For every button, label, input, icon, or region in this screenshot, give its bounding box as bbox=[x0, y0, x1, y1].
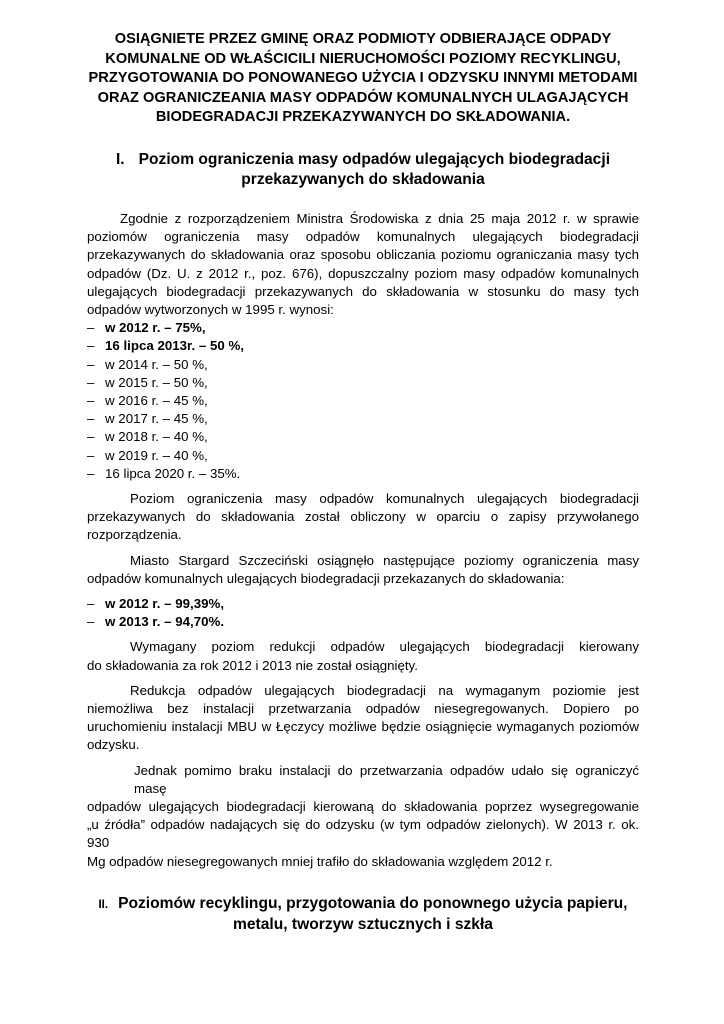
paragraph-line: odpadów ulegających biodegradacji kierowaną do składowania poprzez wysegregowanie bbox=[87, 799, 639, 815]
section-2-heading-line: metalu, tworzyw sztucznych i szkła bbox=[233, 915, 493, 933]
paragraph-line: do składowania za rok 2012 i 2013 nie został osiągnięty. bbox=[87, 657, 418, 673]
section-1-heading-line: przekazywanych do składowania bbox=[241, 170, 485, 188]
list-item-text: w 2012 r. – 99,39%, bbox=[105, 596, 225, 612]
list-item bbox=[87, 392, 639, 410]
allowed-levels-list bbox=[87, 319, 639, 483]
dash-bullet: – bbox=[87, 411, 95, 427]
paragraph-line: uruchomieniu instalacji MBU w Łęczycy możliwe będzie osiągnięcie wymaganych poziomów bbox=[87, 719, 639, 735]
list-item-text: 16 lipca 2020 r. – 35%. bbox=[105, 465, 241, 481]
dash-bullet: – bbox=[87, 447, 95, 463]
achieved-levels-list bbox=[87, 595, 639, 631]
section-1-heading-line bbox=[87, 150, 639, 170]
paragraph-line: Jednak pomimo braku instalacji do przetwarzania odpadów udało się ograniczyć masę bbox=[134, 762, 639, 796]
title-line: KOMUNALNE OD WŁAŚCICILI NIERUCHOMOŚCI POZIOMY RECYKLINGU, bbox=[105, 50, 621, 67]
dash-bullet: – bbox=[87, 393, 95, 408]
achieved-intro-paragraph bbox=[87, 552, 639, 588]
list-item bbox=[87, 465, 639, 483]
list-item-text: 16 lipca 2013r. – 50 %, bbox=[105, 338, 244, 354]
paragraph-line: odpadów (Dz. U. z 2012 r., poz. 676), dopuszczalny poziom masy odpadów komunalnych bbox=[87, 265, 639, 281]
paragraph-line: przekazywanych do składowania oraz sposobu obliczania poziomu ograniczania masy tych bbox=[87, 247, 639, 263]
segregation-paragraph bbox=[87, 762, 639, 871]
list-item-text: w 2019 r. – 40 %, bbox=[105, 447, 208, 463]
list-item-text: w 2015 r. – 50 %, bbox=[105, 374, 208, 390]
list-item bbox=[87, 595, 639, 613]
list-item-text: w 2018 r. – 40 %, bbox=[105, 429, 208, 445]
list-item bbox=[87, 428, 639, 446]
list-item-text: w 2012 r. – 75%, bbox=[105, 320, 206, 336]
dash-bullet: – bbox=[87, 320, 95, 336]
paragraph-line: przekazywanych do składowania został obliczony w oparciu o zapisy przywołanego bbox=[87, 509, 639, 525]
paragraph-line: odpadów komunalnych ulegających biodegradacji przekazanych do składowania: bbox=[87, 570, 565, 586]
list-item bbox=[87, 447, 639, 465]
dash-bullet: – bbox=[87, 338, 95, 354]
section-2-heading-text: Poziomów recyklingu, przygotowania do ponownego użycia papieru, bbox=[118, 894, 628, 912]
list-item bbox=[87, 410, 639, 428]
paragraph-line: Poziom ograniczenia masy odpadów komunalnych ulegających biodegradacji bbox=[130, 491, 639, 507]
list-item-text: w 2017 r. – 45 %, bbox=[105, 411, 208, 427]
paragraph-line: Redukcja odpadów ulegających biodegradacji na wymaganym poziomie jest bbox=[130, 682, 639, 698]
paragraph-line: odzysku. bbox=[87, 737, 140, 753]
list-item bbox=[87, 337, 639, 355]
list-item bbox=[87, 319, 639, 337]
dash-bullet: – bbox=[87, 356, 95, 372]
paragraph-line: „u źródła” odpadów nadających się do odzysku (w tym odpadów zielonych). W 2013 r. ok. 930 bbox=[87, 817, 639, 851]
dash-bullet: – bbox=[87, 465, 95, 481]
list-item-text: w 2014 r. – 50 %, bbox=[105, 356, 208, 372]
title-line: BIODEGRADACJI PRZEKAZYWANYCH DO SKŁADOWANIA. bbox=[155, 109, 571, 126]
intro-paragraph bbox=[87, 210, 639, 319]
section-2-heading-line bbox=[87, 894, 639, 915]
section-1-number: I. bbox=[115, 150, 125, 168]
section-1-heading bbox=[87, 150, 639, 190]
list-item bbox=[87, 374, 639, 392]
reduction-paragraph bbox=[87, 682, 639, 755]
paragraph-line: ulegających biodegradacji przekazywanych do składowania w stosunku do masy tych bbox=[87, 283, 639, 299]
paragraph-line: niemożliwa bez instalacji przetwarzania odpadów niesegregowanych. Dopiero po bbox=[87, 701, 639, 717]
section-1-heading-text: Poziom ograniczenia masy odpadów ulegających biodegradacji bbox=[138, 150, 611, 168]
paragraph-line: Wymagany poziom redukcji odpadów ulegających biodegradacji kierowany bbox=[130, 639, 639, 655]
section-2-number: II. bbox=[98, 898, 109, 911]
section-2-heading bbox=[87, 894, 639, 935]
dash-bullet: – bbox=[87, 429, 95, 445]
dash-bullet: – bbox=[87, 614, 95, 630]
dash-bullet: – bbox=[87, 596, 95, 612]
paragraph-line: Zgodnie z rozporządzeniem Ministra Środowiska z dnia 25 maja 2012 r. w sprawie bbox=[120, 210, 639, 226]
list-item bbox=[87, 356, 639, 374]
title-line: ORAZ OGRANICZEANIA MASY ODPADÓW KOMUNALNYCH ULAGAJĄCYCH bbox=[97, 89, 629, 106]
title-line: OSIĄGNIETE PRZEZ GMINĘ ORAZ PODMIOTY ODBIERAJĄCE ODPADY bbox=[114, 31, 612, 47]
paragraph-line: poziomów ograniczenia masy odpadów komunalnych ulegających biodegradacji bbox=[87, 229, 639, 245]
list-item-text: w 2016 r. – 45 %, bbox=[105, 393, 208, 408]
list-item-text: w 2013 r. – 94,70%. bbox=[105, 614, 225, 630]
paragraph-line: Miasto Stargard Szczeciński osiągnęło następujące poziomy ograniczenia masy bbox=[130, 552, 639, 568]
title-line: PRZYGOTOWANIA DO PONOWANEGO UŻYCIA I ODZYSKU INNYMI METODAMI bbox=[88, 70, 638, 87]
calculation-paragraph bbox=[87, 490, 639, 545]
dash-bullet: – bbox=[87, 374, 95, 390]
paragraph-line: odpadów wytworzonych w 1995 r. wynosi: bbox=[87, 301, 334, 317]
paragraph-line: Mg odpadów niesegregowanych mniej trafiło do składowania względem 2012 r. bbox=[87, 853, 553, 869]
document-page bbox=[87, 30, 639, 935]
document-title bbox=[87, 30, 639, 128]
list-item bbox=[87, 613, 639, 631]
not-achieved-paragraph bbox=[87, 638, 639, 674]
paragraph-line: rozporządzenia. bbox=[87, 527, 182, 543]
